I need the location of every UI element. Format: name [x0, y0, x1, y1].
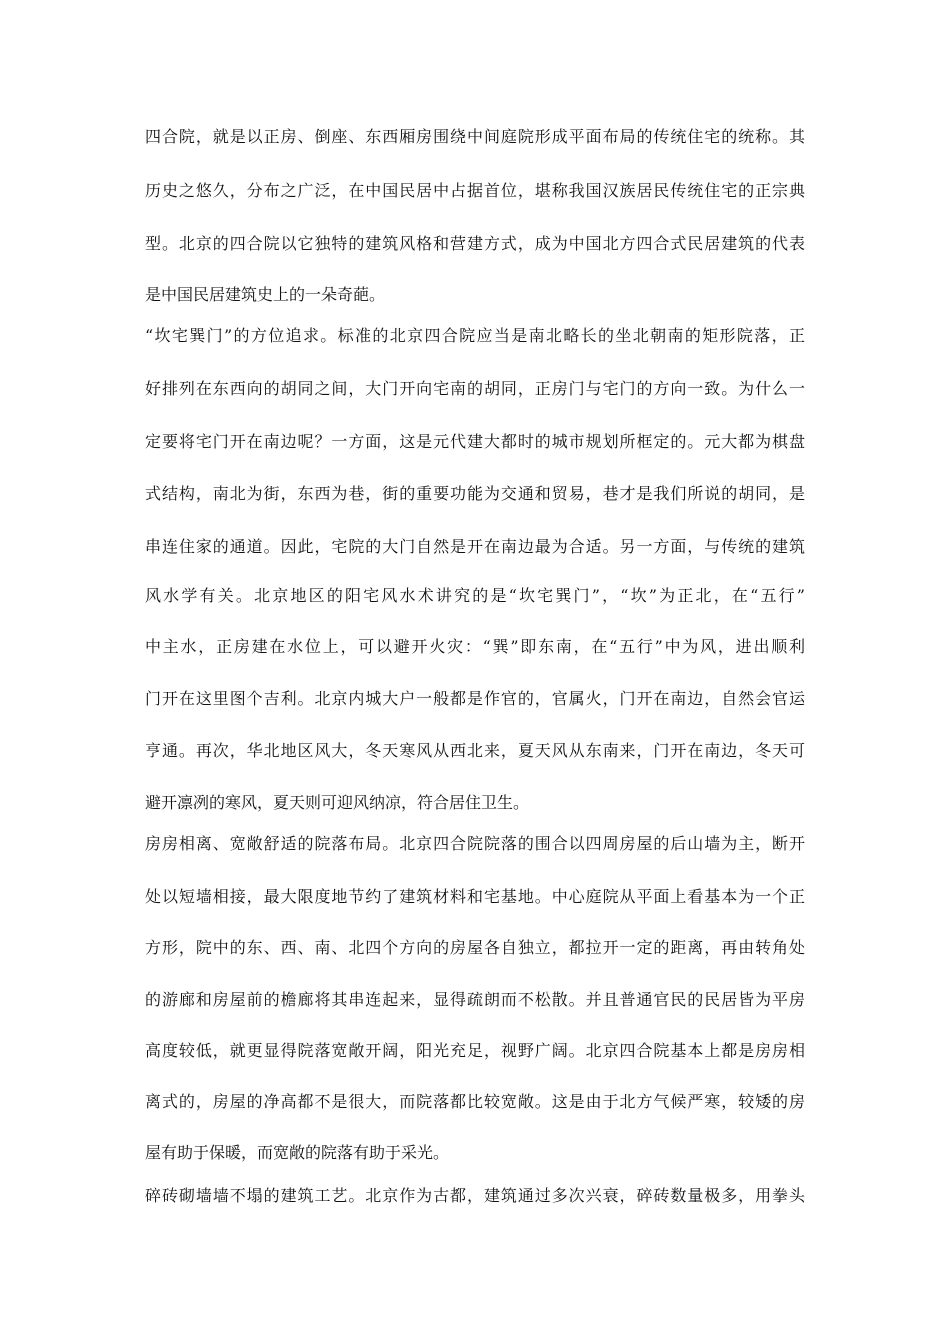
text-line: 的游廊和房屋前的檐廊将其串连起来，显得疏朗而不松散。并且普通官民的民居皆为平房 [145, 990, 805, 1009]
text-line: 碎砖砌墙墙不塌的建筑工艺。北京作为古都，建筑通过多次兴衰，碎砖数量极多，用拳头 [145, 1186, 805, 1205]
text-line: 门开在这里图个吉利。北京内城大户一般都是作官的，官属火，门开在南边，自然会官运 [145, 689, 805, 708]
text-line: 型。北京的四合院以它独特的建筑风格和营建方式，成为中国北方四合式民居建筑的代表 [145, 234, 805, 253]
text-line: 定要将宅门开在南边呢？一方面，这是元代建大都时的城市规划所框定的。元大都为棋盘 [145, 432, 805, 451]
text-line: 风水学有关。北京地区的阳宅风水术讲究的是“坎宅巽门”，“坎”为正北，在“五行” [145, 586, 805, 605]
text-line: 房房相离、宽敞舒适的院落布局。北京四合院院落的围合以四周房屋的后山墙为主，断开 [145, 834, 805, 853]
text-line: 离式的，房屋的净高都不是很大，而院落都比较宽敞。这是由于北方气候严寒，较矮的房 [145, 1092, 805, 1111]
text-line: 式结构，南北为街，东西为巷，街的重要功能为交通和贸易，巷才是我们所说的胡同，是 [145, 484, 805, 503]
text-line: 四合院，就是以正房、倒座、东西厢房围绕中间庭院形成平面布局的传统住宅的统称。其 [145, 127, 805, 146]
text-line: 屋有助于保暖，而宽敞的院落有助于采光。 [145, 1143, 450, 1162]
text-line: 中主水，正房建在水位上，可以避开火灾：“巽”即东南，在“五行”中为风，进出顺利 [145, 637, 805, 656]
text-line: “坎宅巽门”的方位追求。标准的北京四合院应当是南北略长的坐北朝南的矩形院落，正 [145, 326, 805, 345]
text-line: 好排列在东西向的胡同之间，大门开向宅南的胡同，正房门与宅门的方向一致。为什么一 [145, 379, 805, 398]
text-line: 是中国民居建筑史上的一朵奇葩。 [145, 285, 386, 304]
text-line: 处以短墙相接，最大限度地节约了建筑材料和宅基地。中心庭院从平面上看基本为一个正 [145, 887, 805, 906]
text-line: 高度较低，就更显得院落宽敞开阔，阳光充足，视野广阔。北京四合院基本上都是房房相 [145, 1041, 805, 1060]
text-line: 历史之悠久，分布之广泛，在中国民居中占据首位，堪称我国汉族居民传统住宅的正宗典 [145, 181, 805, 200]
text-line: 方形，院中的东、西、南、北四个方向的房屋各自独立，都拉开一定的距离，再由转角处 [145, 938, 805, 957]
text-line: 避开凛冽的寒风，夏天则可迎风纳凉，符合居住卫生。 [145, 793, 530, 812]
text-line: 亨通。再次，华北地区风大，冬天寒风从西北来，夏天风从东南来，门开在南边，冬天可 [145, 741, 805, 760]
text-line: 串连住家的通道。因此，宅院的大门自然是开在南边最为合适。另一方面，与传统的建筑 [145, 537, 805, 556]
